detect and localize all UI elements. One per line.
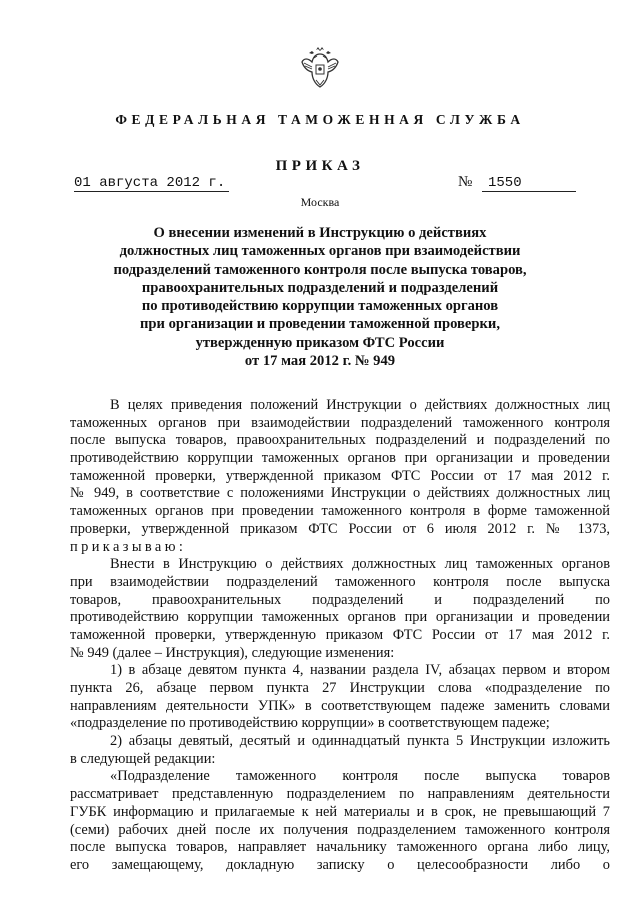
- body-line: противодействию коррупции таможенных органов при организации и проведении: [70, 609, 610, 626]
- agency-name: ФЕДЕРАЛЬНАЯ ТАМОЖЕННАЯ СЛУЖБА: [115, 112, 525, 127]
- subject-line: должностных лиц таможенных органов при взаимодействии: [119, 243, 521, 260]
- body-line: таможенных органов при проведении таможенного контроля в форме таможенной: [70, 503, 610, 520]
- subject-line: подразделений таможенного контроля после выпуска товаров,: [113, 261, 527, 278]
- quoted-paragraph-line: его замещающему, докладную записку о целесообразности либо о: [70, 856, 610, 873]
- body-line: противодействию коррупции таможенных органов при организации и проведении: [70, 450, 610, 467]
- body-line: пункта 26, абзаце первом пункта 27 Инструкции слова «подразделение по: [70, 680, 610, 696]
- subject-line: О внесении изменений в Инструкцию о действиях: [153, 225, 487, 241]
- quoted-paragraph-line: после выпуска товаров, направляет начальнику таможенного органа либо лицу,: [70, 839, 610, 856]
- order-number: 1550: [482, 175, 576, 192]
- quoted-paragraph-line: (семи) рабочих дней после их получения подразделением таможенного контроля: [70, 821, 610, 838]
- subject-line: утвержденную приказом ФТС России: [195, 334, 445, 351]
- quoted-paragraph-line: рассматривает представленную подразделением по направлениям деятельности: [70, 786, 610, 803]
- body-line: Внести в Инструкцию о действиях должностных лиц таможенных органов: [110, 556, 610, 573]
- body-line: таможенных органов при взаимодействии подразделений таможенного контроля: [70, 414, 610, 431]
- body-line: в следующей редакции:: [70, 750, 216, 767]
- quoted-paragraph-line: «Подразделение таможенного контроля после выпуска товаров: [110, 768, 610, 785]
- body-line: № 949, в соответствие с положениями Инструкции о действиях должностных лиц: [70, 485, 610, 502]
- city: Москва: [300, 195, 340, 209]
- subject-line: правоохранительных подразделений и подразделений: [141, 279, 499, 296]
- order-subject: [70, 224, 570, 370]
- order-body: [70, 397, 610, 875]
- list-item-1: 1) в абзаце девятом пункта 4, названии раздела IV, абзацах первом и втором: [110, 662, 610, 679]
- coat-of-arms-emblem: [300, 44, 340, 90]
- body-line: товаров, правоохранительных подразделений и подразделений по: [70, 591, 610, 608]
- list-item-2: 2) абзацы девятый, десятый и одиннадцатый пункта 5 Инструкции изложить: [110, 733, 610, 750]
- body-line: таможенной проверки, утвержденной приказом ФТС России от 17 мая 2012 г.: [70, 467, 610, 484]
- order-directive-word: приказываю:: [70, 538, 187, 555]
- body-line: после выпуска товаров, правоохранительных подразделений и подразделений по: [70, 432, 610, 449]
- body-line: проверки, утвержденной приказом ФТС России от 6 июля 2012 г. № 1373,: [70, 520, 610, 537]
- body-line: таможенной проверки, утвержденную приказом ФТС России от 17 мая 2012 г.: [70, 626, 610, 643]
- body-line: В целях приведения положений Инструкции о действиях должностных лиц: [110, 397, 610, 413]
- order-number-label: №: [458, 174, 473, 190]
- quoted-paragraph-line: ГУБК информацию и прилагаемые к ней материалы и в срок, не превышающий 7: [70, 803, 610, 820]
- body-line: «подразделение по противодействию коррупции» в соответствующем падеже;: [70, 715, 550, 732]
- body-line: направлениям деятельности УПК» в соответствующем падеже заменить словами: [70, 697, 610, 714]
- subject-line: при организации и проведении таможенной проверки,: [140, 316, 500, 333]
- body-line: № 949 (далее – Инструкция), следующие изменения:: [70, 644, 395, 661]
- subject-line: от 17 мая 2012 г. № 949: [244, 353, 396, 370]
- order-date: 01 августа 2012 г.: [74, 175, 229, 192]
- body-line: при взаимодействии подразделений таможенного контроля после выпуска: [70, 573, 610, 590]
- subject-line: по противодействию коррупции таможенных органов: [141, 298, 499, 315]
- document-type-title: ПРИКАЗ: [275, 158, 365, 174]
